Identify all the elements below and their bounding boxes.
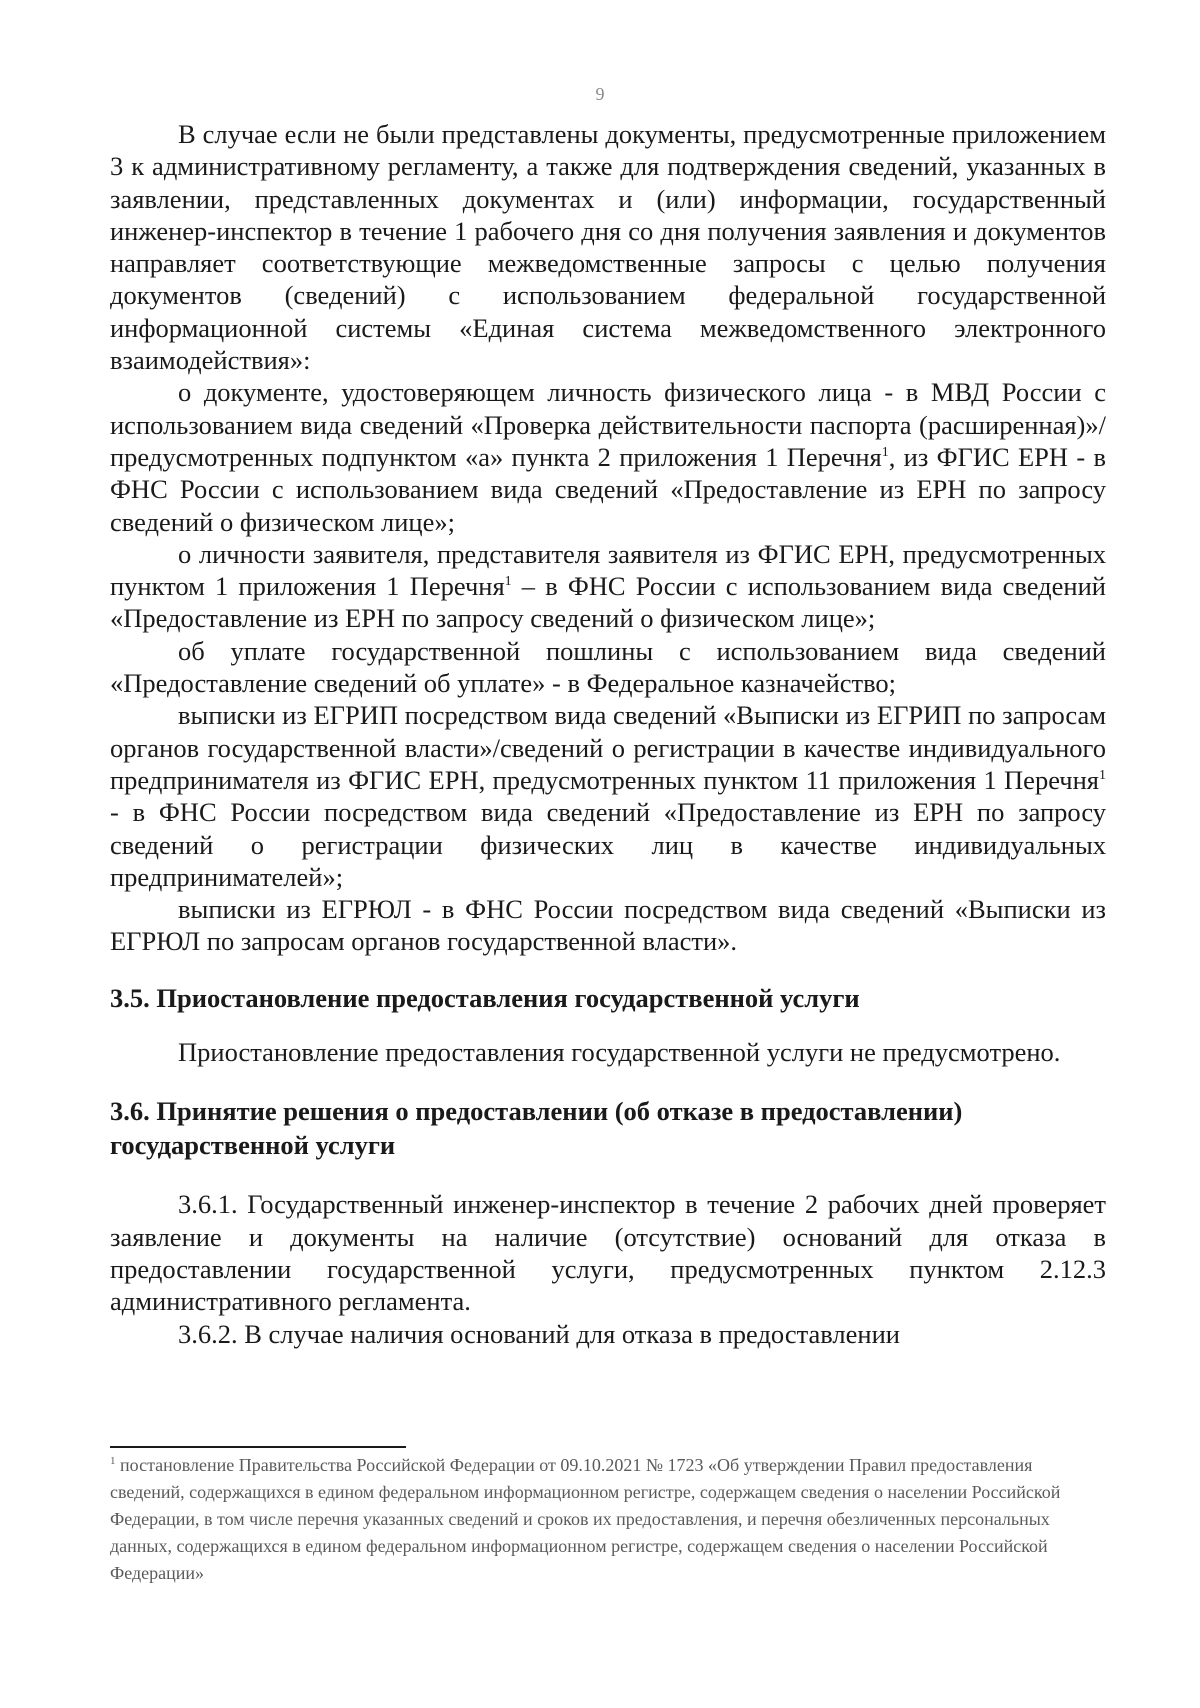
paragraph-3-6-1: 3.6.1. Государственный инженер-инспектор в течение 2 рабочих дней проверяет заявление и документы на наличие (отсутствие) оснований для отказа в предоставлении государственной услуги, предусмотренных пунктом 2.12.3 административного регламента. xyxy=(110,1189,1106,1317)
paragraph-applicant-identity-tail: – в ФНС России с использованием вида сведений «Предоставление из ЕРН по запросу сведений о физическом лице»; xyxy=(110,571,1106,634)
paragraph-egrul: выписки из ЕГРЮЛ - в ФНС России посредством вида сведений «Выписки из ЕГРЮЛ по запросам органов государственной власти». xyxy=(110,894,1106,957)
section-3-6-heading-line1: 3.6. Принятие решения о предоставлении (об отказе в предоставлении) xyxy=(110,1096,963,1127)
section-3-6-heading xyxy=(110,1094,1106,1162)
paragraph-intro: В случае если не были представлены документы, предусмотренные приложением 3 к административному регламенту, а также для подтверждения сведений, указанных в заявлении, представленных документах и (или) информации, государственный инженер-инспектор в течение 1 рабочего дня со дня получения заявления и документов направляет соответствующие межведомственные запросы с целью получения документов (сведений) с использованием федеральной государственной информационной системы «Единая система межведомственного электронного взаимодействия»: xyxy=(110,119,1106,376)
section-3-5-heading: 3.5. Приостановление предоставления государственной услуги xyxy=(110,982,860,1013)
footnote-ref: 1 xyxy=(881,445,889,461)
footnote-ref: 1 xyxy=(1099,768,1106,784)
document-body xyxy=(110,118,1106,1350)
section-3-6-heading-line2: государственной услуги xyxy=(110,1130,396,1161)
paragraph-egrip-text: выписки из ЕГРИП посредством вида сведений «Выписки из ЕГРИП по запросам органов государственной власти»/сведений о регистрации в качестве индивидуального предпринимателя из ФГИС ЕРН, предусмотренных пунктом 11 приложения 1 Перечня xyxy=(110,700,1106,795)
page-number: 9 xyxy=(595,84,605,104)
paragraph-identity-document xyxy=(110,376,1106,537)
footnote xyxy=(110,1452,1110,1587)
footnote-divider xyxy=(110,1446,406,1448)
footnote-ref: 1 xyxy=(504,574,512,590)
paragraph-state-fee: об уплате государственной пошлины с использованием вида сведений «Предоставление сведений об уплате» - в Федеральное казначейство; xyxy=(110,635,1106,699)
paragraph-identity-document-tail: , из ФГИС ЕРН - в ФНС России с использованием вида сведений «Предоставление из ЕРН по запросу сведений о физическом лице»; xyxy=(110,441,1106,537)
paragraph-applicant-identity xyxy=(110,538,1106,635)
footnote-marker: 1 xyxy=(110,1455,116,1467)
paragraph-egrip xyxy=(110,699,1106,893)
paragraph-identity-document-text: о документе, удостоверяющем личность физического лица - в МВД России с использованием вида сведений «Проверка действительности паспорта (расширенная)»/предусмотренных подпунктом «а» пункта 2 приложения 1 Перечня xyxy=(110,377,1106,472)
section-3-5-text: Приостановление предоставления государственной услуги не предусмотрено. xyxy=(178,1037,1061,1068)
footnote-text: постановление Правительства Российской Федерации от 09.10.2021 № 1723 «Об утверждении Правил предоставления сведений, содержащихся в едином федеральном информационном регистре, содержащем сведения о населении Российской Федерации, в том числе перечня указанных сведений и сроков их предоставления, и перечня обезличенных персональных данных, содержащихся в едином федеральном информационном регистре, содержащем сведения о населении Российской Федерации» xyxy=(110,1455,1061,1583)
paragraph-applicant-identity-text: о личности заявителя, представителя заявителя из ФГИС ЕРН, предусмотренных пунктом 1 приложения 1 Перечня xyxy=(110,538,1106,602)
paragraph-3-6-2: 3.6.2. В случае наличия оснований для отказа в предоставлении xyxy=(178,1318,900,1349)
paragraph-egrip-tail: - в ФНС России посредством вида сведений «Предоставление из ЕРН по запросу сведений о регистрации физических лиц в качестве индивидуальных предпринимателей»; xyxy=(110,797,1106,892)
